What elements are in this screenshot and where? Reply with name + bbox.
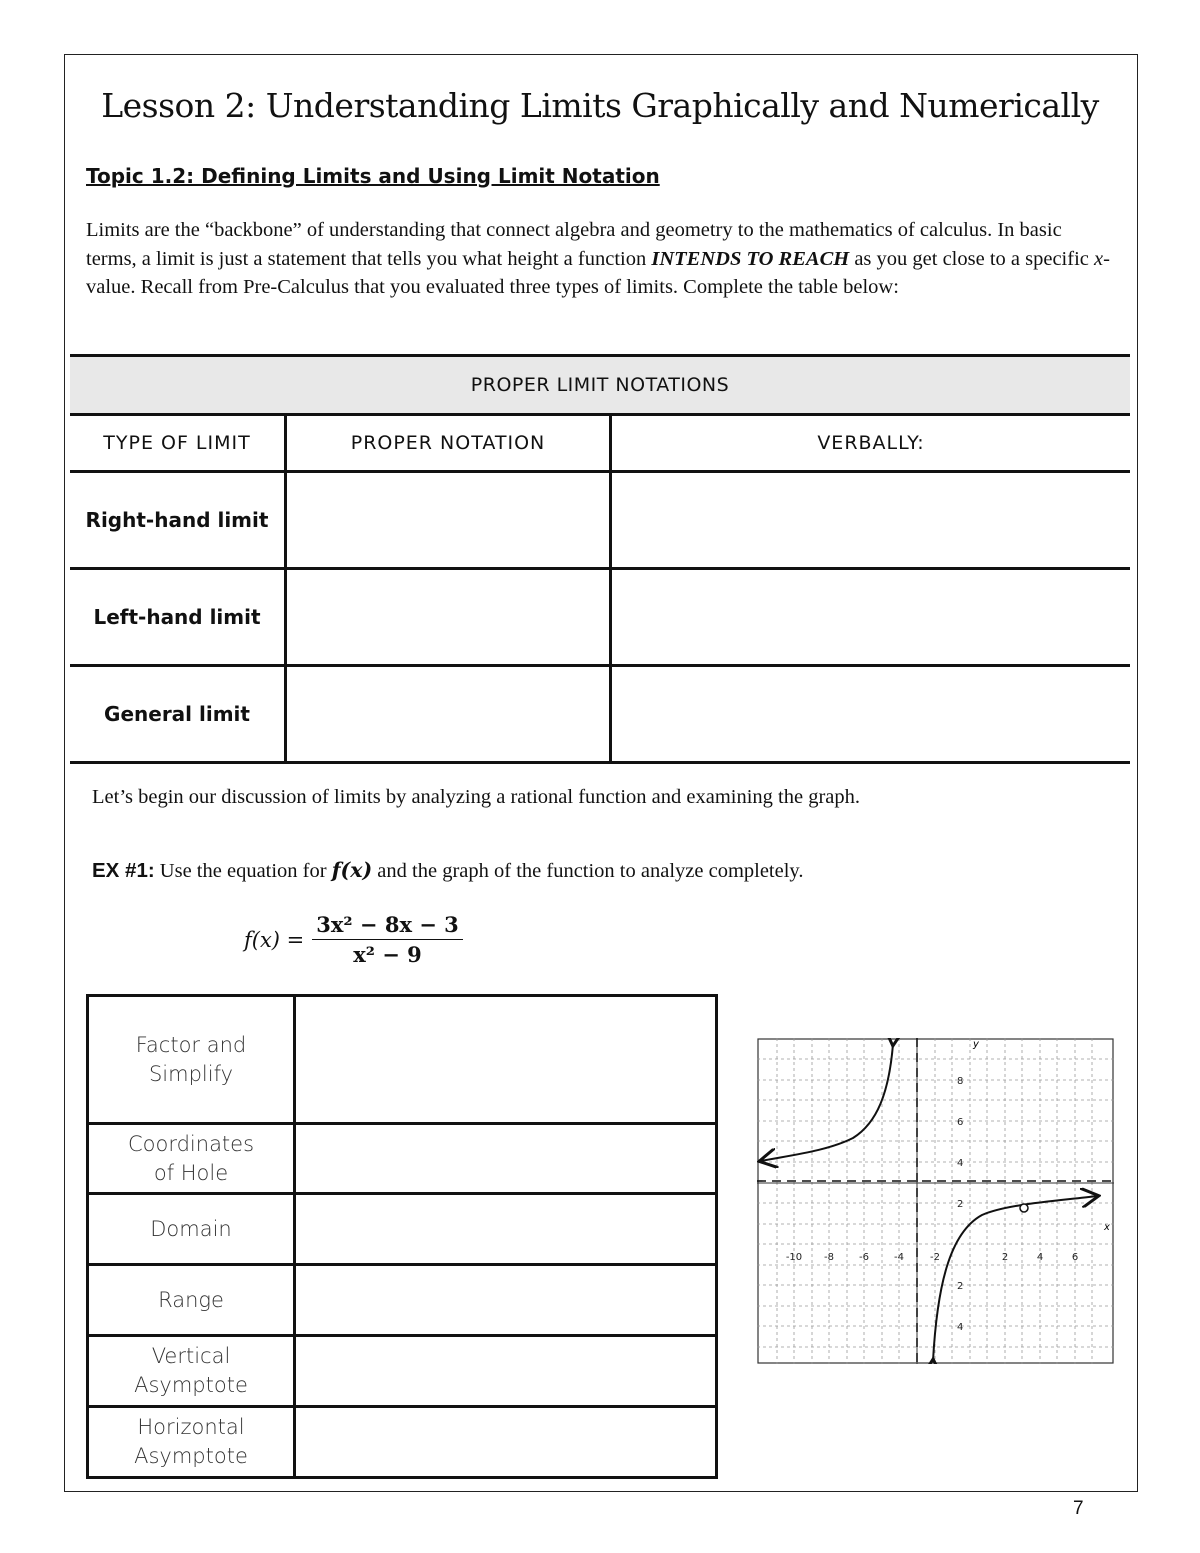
table-row	[88, 1124, 717, 1194]
x-tick-label: -4	[894, 1252, 904, 1263]
x-tick-label: 2	[1001, 1252, 1009, 1263]
lesson-title: Lesson 2: Understanding Limits Graphically and Numerically	[101, 86, 1099, 125]
x-tick-label: 4	[1036, 1252, 1044, 1263]
answer-cell-range[interactable]	[295, 1265, 717, 1336]
topic-heading: Topic 1.2: Defining Limits and Using Limit Notation	[86, 164, 660, 188]
table-row	[88, 1336, 717, 1407]
page-number: 7	[1073, 1498, 1084, 1519]
x-axis-label: x	[1104, 1222, 1110, 1233]
table-row	[88, 1265, 717, 1336]
label-factor-simplify: Factor and Simplify	[88, 996, 295, 1124]
table-row	[70, 666, 1130, 763]
table-row	[88, 1194, 717, 1265]
y-tick-label: 4	[957, 1158, 964, 1169]
proper-limit-notations-table	[70, 354, 1130, 764]
row-label-left-hand: Left-hand limit	[70, 569, 286, 666]
label-domain: Domain	[88, 1194, 295, 1265]
column-header-type: TYPE OF LIMIT	[70, 415, 286, 472]
equation-lhs: f(x) =	[244, 927, 305, 952]
x-tick-label: -8	[824, 1252, 834, 1263]
row-label-right-hand: Right-hand limit	[70, 472, 286, 569]
x-tick-label: -2	[930, 1252, 940, 1263]
answer-cell-coordinates-hole[interactable]	[295, 1124, 717, 1194]
column-header-notation: PROPER NOTATION	[286, 415, 611, 472]
example-label: EX #1:	[92, 859, 155, 882]
label-coordinates-hole: Coordinates of Hole	[88, 1124, 295, 1194]
label-range: Range	[88, 1265, 295, 1336]
verbal-cell-general[interactable]	[611, 666, 1131, 763]
analysis-table	[86, 994, 718, 1479]
function-equation	[244, 912, 463, 967]
equation-fraction	[312, 912, 463, 967]
discussion-text: Let’s begin our discussion of limits by analyzing a rational function and examining the graph.	[92, 786, 861, 808]
label-vertical-asymptote: Vertical Asymptote	[88, 1336, 295, 1407]
table-title: PROPER LIMIT NOTATIONS	[70, 356, 1130, 415]
table-row	[70, 569, 1130, 666]
y-tick-label: 8	[957, 1076, 964, 1087]
y-tick-label: 4	[957, 1322, 964, 1333]
y-tick-label: 6	[957, 1117, 964, 1128]
example-prompt: EX #1: Use the equation for f(x) and the graph of the function to analyze completely.	[92, 858, 804, 882]
verbal-cell-left-hand[interactable]	[611, 569, 1131, 666]
x-tick-label: 6	[1071, 1252, 1079, 1263]
equation-numerator: 3x² − 8x − 3	[312, 912, 463, 940]
x-tick-label: -10	[785, 1252, 803, 1263]
row-label-general: General limit	[70, 666, 286, 763]
answer-cell-vertical-asymptote[interactable]	[295, 1336, 717, 1407]
function-graph	[757, 1038, 1114, 1364]
answer-cell-factor-simplify[interactable]	[295, 996, 717, 1124]
y-tick-label: 2	[957, 1281, 964, 1292]
equation-denominator: x² − 9	[353, 942, 422, 967]
label-horizontal-asymptote: Horizontal Asymptote	[88, 1407, 295, 1478]
verbal-cell-right-hand[interactable]	[611, 472, 1131, 569]
y-axis-label: y	[973, 1039, 979, 1050]
table-row	[88, 1407, 717, 1478]
notation-cell-right-hand[interactable]	[286, 472, 611, 569]
answer-cell-domain[interactable]	[295, 1194, 717, 1265]
intro-paragraph: Limits are the “backbone” of understanding that connect algebra and geometry to the mathematics of calculus. In basic terms, a limit is just a statement that tells you what height a function INTENDS TO REACH as you get close to a specific x-value. Recall from Pre-Calculus that you evaluated three types of limits. Complete the table below:	[86, 219, 1110, 298]
notation-cell-left-hand[interactable]	[286, 569, 611, 666]
table-row	[70, 472, 1130, 569]
y-tick-label: 2	[957, 1199, 964, 1210]
hole-point	[1020, 1204, 1028, 1212]
answer-cell-horizontal-asymptote[interactable]	[295, 1407, 717, 1478]
x-tick-label: -6	[859, 1252, 869, 1263]
column-header-verbally: VERBALLY:	[611, 415, 1131, 472]
notation-cell-general[interactable]	[286, 666, 611, 763]
intro-emphasis: INTENDS TO REACH	[651, 247, 850, 270]
table-row	[88, 996, 717, 1124]
